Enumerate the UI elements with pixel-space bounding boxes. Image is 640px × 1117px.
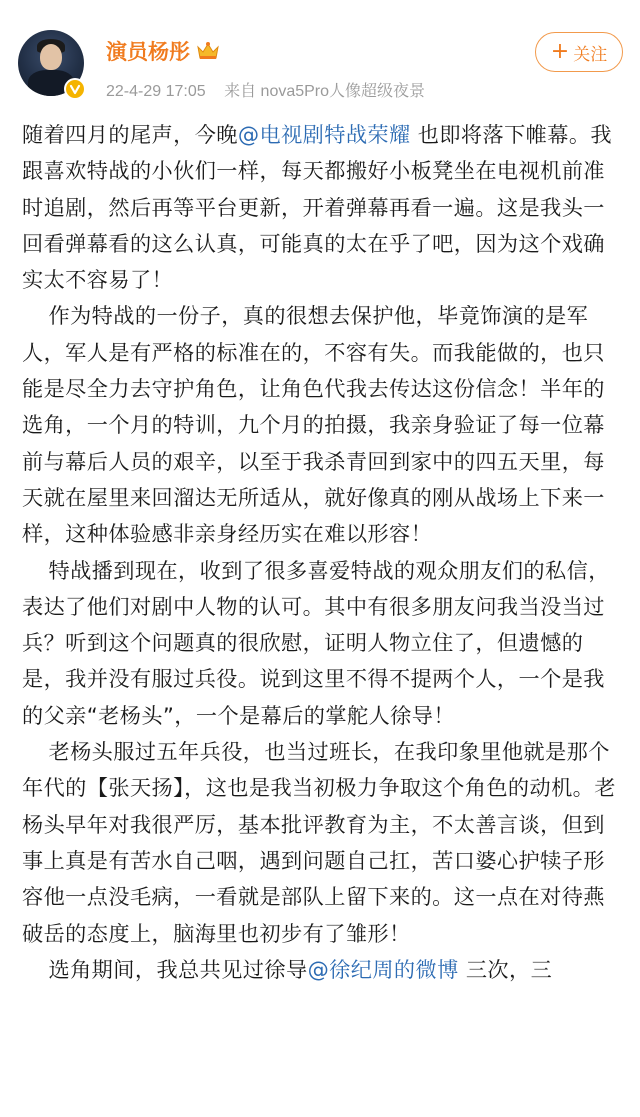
- paragraph-text: 选角期间，我总共见过徐导: [48, 956, 308, 982]
- plus-icon: +: [550, 39, 570, 64]
- post-source: 来自 nova5Pro人像超级夜景: [224, 83, 426, 100]
- paragraph-text: 随着四月的尾声，今晚: [22, 122, 238, 147]
- follow-button-label: 关注: [573, 44, 608, 65]
- post-header: [0, 0, 640, 116]
- avatar-face: [40, 44, 62, 70]
- post-body: [22, 117, 622, 988]
- username-row[interactable]: [106, 36, 220, 66]
- mention-link[interactable]: @电视剧特战荣耀: [237, 122, 411, 147]
- post-meta: [106, 78, 439, 101]
- paragraph-text: 三次，三: [458, 956, 553, 982]
- post-timestamp: 22-4-29 17:05: [106, 83, 206, 100]
- post-paragraph: [22, 952, 622, 988]
- follow-button[interactable]: [535, 32, 623, 72]
- post-paragraph: [22, 117, 622, 298]
- post-paragraph: 老杨头服过五年兵役，也当过班长，在我印象里他就是那个年代的【张天扬】，这也是我当初极力争取这个角色的动机。老杨头早年对我很严厉，基本批评教育为主，不太善言谈，但到事上真是有苦水自己咽，遇到问题自己扛，苦口婆心护犊子形容他一点没毛病，一看就是部队上留下来的。这一点在对待燕破岳的态度上，脑海里也初步有了雏形！: [22, 739, 616, 946]
- mention-link[interactable]: @徐纪周的微博: [307, 956, 459, 982]
- paragraph-text: 也即将落下帷幕。我跟喜欢特战的小伙们一样，每天都搬好小板凳坐在电视机前准时追剧，然后再等平台更新，开着弹幕再看一遍。这是我头一回看弹幕看的这么认真，可能真的太在乎了吧，因为这个戏确实太不容易了！: [22, 122, 613, 293]
- crown-icon: [196, 41, 220, 61]
- verified-badge-icon: [64, 78, 86, 100]
- post-paragraph: 作为特战的一份子，真的很想去保护他，毕竟饰演的是军人，军人是有严格的标准在的，不容有失。而我能做的，也只能是尽全力去守护角色，让角色代我去传达这份信念！半年的选角，一个月的特训，九个月的拍摄，我亲身验证了每一位幕前与幕后人员的艰辛，以至于我杀青回到家中的四五天里，每天就在屋里来回溜达无所适从，就好像真的刚从战场上下来一样，这种体验感非亲身经历实在难以形容！: [22, 303, 605, 547]
- username[interactable]: 演员杨彤: [106, 40, 190, 64]
- post-paragraph: 特战播到现在，收到了很多喜爱特战的观众朋友们的私信，表达了他们对剧中人物的认可。其中有很多朋友问我当没当过兵？听到这个问题真的很欣慰，证明人物立住了，但遗憾的是，我并没有服过兵役。说到这里不得不提两个人，一个是我的父亲“老杨头”，一个是幕后的掌舵人徐导！: [22, 557, 610, 728]
